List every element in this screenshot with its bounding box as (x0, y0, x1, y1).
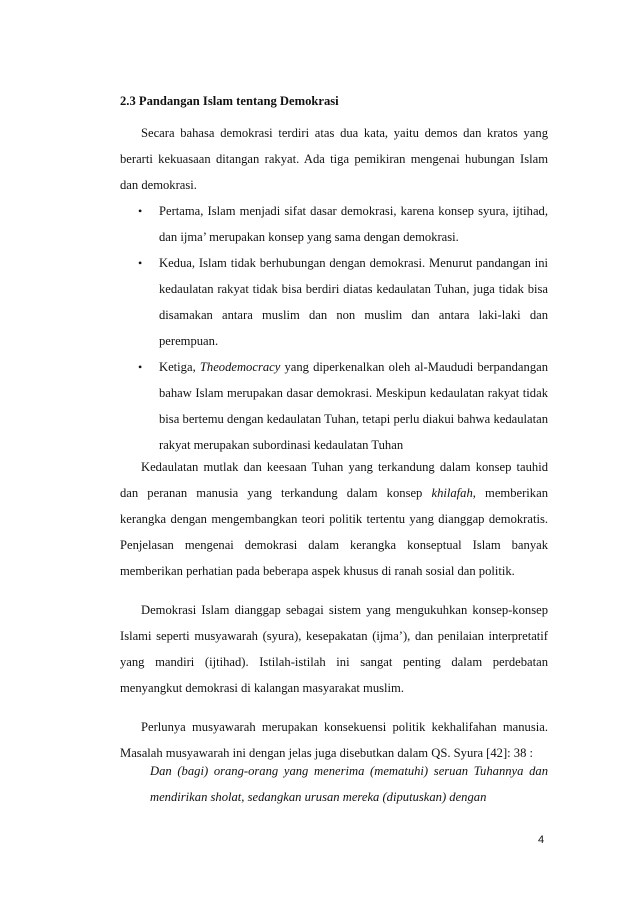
bullet-text-emphasis: Theodemocracy (199, 360, 281, 374)
paragraph-text-emphasis: khilafah (431, 486, 473, 500)
quran-quote: Dan (bagi) orang-orang yang menerima (mematuhi) seruan Tuhannya dan mendirikan sholat, sedangkan urusan mereka (diputuskan) dengan (150, 764, 548, 804)
paragraph-text-start: Kedaulatan mutlak dan keesaan Tuhan yang terkandung dalam konsep tauhid dan peranan manusia yang terkandung dalam konsep (120, 460, 548, 500)
bullet-text-end: yang diperkenalkan oleh al-Maududi berpandangan bahaw Islam merupakan dasar demokrasi. Meskipun kedaulatan rakyat tidak bisa bertemu dengan kedaulatan Tuhan, tetapi perlu diakui bahwa kedaulatan rakyat merupakan subordinasi kedaulatan Tuhan (159, 360, 549, 452)
bullet-list (120, 198, 548, 458)
bullet-text: Pertama, Islam menjadi sifat dasar demokrasi, karena konsep syura, ijtihad, dan ijma’ merupakan konsep yang sama dengan demokrasi. (159, 204, 548, 244)
list-item (120, 354, 548, 458)
bullet-text: Kedua, Islam tidak berhubungan dengan demokrasi. Menurut pandangan ini kedaulatan rakyat tidak bisa berdiri diatas kedaulatan Tuhan, juga tidak bisa disamakan antara muslim dan non muslim dan antara laki-laki dan perempuan. (159, 256, 548, 348)
paragraph-text-end: , memberikan kerangka dengan mengembangkan teori politik tertentu yang dianggap demokratis. Penjelasan mengenai demokrasi dalam kerangka konseptual Islam banyak memberikan perhatian pada beberapa aspek khusus di ranah sosial dan politik. (120, 486, 548, 578)
paragraph-demokrasi-islam: Demokrasi Islam dianggap sebagai sistem yang mengukuhkan konsep-konsep Islami seperti musyawarah (syura), kesepakatan (ijma’), dan penilaian interpretatif yang mandiri (ijtihad). Istilah-istilah ini sangat penting dalam perdebatan menyangkut demokrasi di kalangan masyarakat muslim. (120, 603, 548, 695)
bullet-marker: • (138, 360, 143, 374)
paragraph-intro: Secara bahasa demokrasi terdiri atas dua kata, yaitu demos dan kratos yang berarti kekuasaan ditangan rakyat. Ada tiga pemikiran mengenai hubungan Islam dan demokrasi. (120, 126, 548, 192)
paragraph-kedaulatan (120, 454, 548, 584)
bullet-marker: • (138, 204, 143, 218)
list-item (120, 250, 548, 354)
bullet-marker: • (138, 256, 143, 270)
paragraph-musyawarah: Perlunya musyawarah merupakan konsekuensi politik kekhalifahan manusia. Masalah musyawarah ini dengan jelas juga disebutkan dalam QS. Syura [42]: 38 : (120, 720, 548, 760)
page-number: 4 (538, 834, 545, 846)
bullet-text-start: Ketiga, (159, 360, 200, 374)
section-heading: 2.3 Pandangan Islam tentang Demokrasi (120, 94, 339, 108)
list-item (120, 198, 548, 250)
